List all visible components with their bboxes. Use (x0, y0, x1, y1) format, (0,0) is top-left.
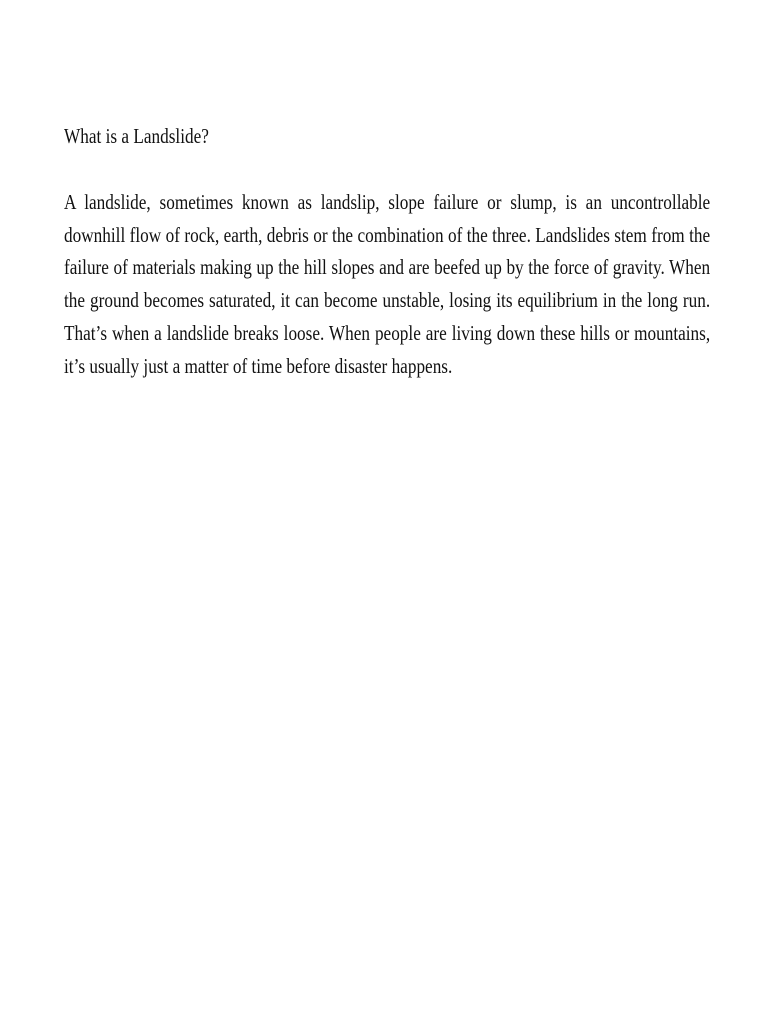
document-heading: What is a Landslide? (64, 124, 209, 148)
document-body (64, 120, 710, 382)
document-paragraph: A landslide, sometimes known as landslip, slope failure or slump, is an uncontrollable downhill flow of rock, earth, debris or the combination of the three. Landslides stem from the failure of materials making up the hill slopes and are beefed up by the force of gravity. When the ground becomes saturated, it can become unstable, losing its equilibrium in the long run. That’s when a landslide breaks loose. When people are living down these hills or mountains, it’s usually just a matter of time before disaster happens. (64, 190, 711, 378)
